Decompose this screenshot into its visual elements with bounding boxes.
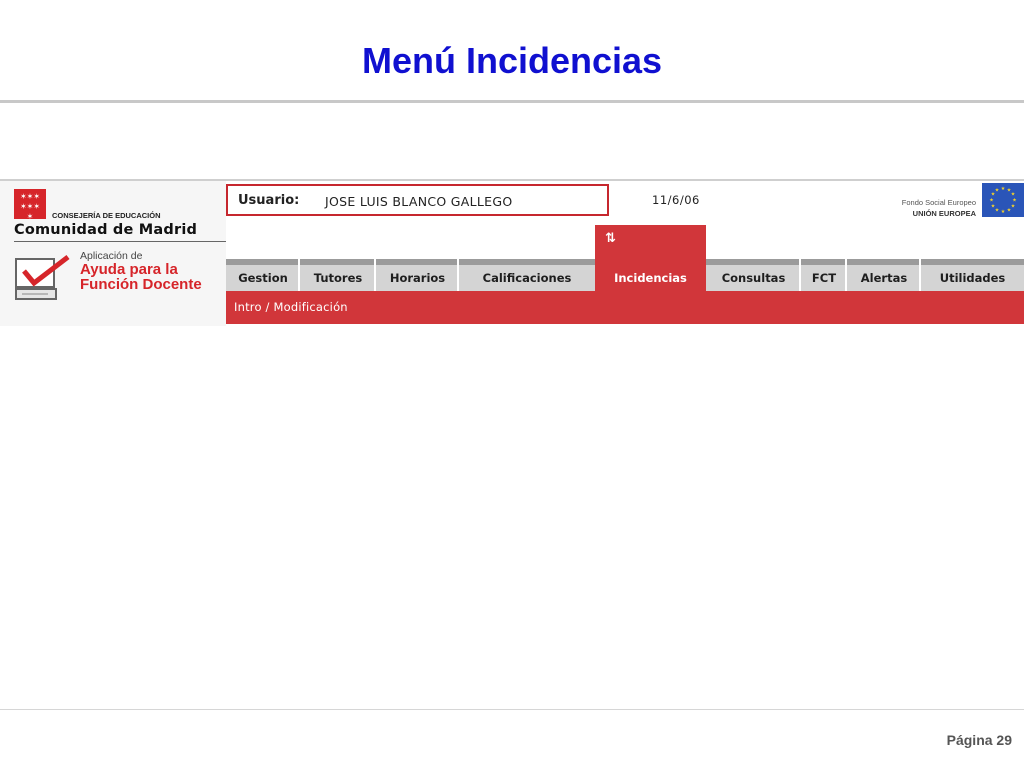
svg-text:★: ★: [1006, 207, 1012, 214]
page-number: Página 29: [946, 732, 1012, 748]
svg-text:★: ★: [1012, 197, 1017, 204]
ayuda-title: [80, 262, 220, 292]
aplicacion-label: Aplicación de: [80, 250, 143, 262]
ayuda-line-1: Ayuda para la: [80, 261, 178, 278]
eu-fund-line-2: UNIÓN EUROPEA: [912, 209, 976, 218]
current-date: 11/6/06: [652, 193, 700, 207]
svg-text:★: ★: [1006, 187, 1012, 194]
main-tab-bar: [226, 259, 1024, 291]
svg-text:★: ★: [1010, 191, 1016, 198]
swap-arrows-icon: ⇅: [605, 231, 616, 246]
svg-text:★: ★: [990, 191, 996, 198]
footer-divider: [0, 709, 1024, 710]
tab-calificaciones[interactable]: Calificaciones: [459, 259, 595, 291]
svg-text:★: ★: [990, 203, 996, 210]
tab-horarios[interactable]: Horarios: [376, 259, 459, 291]
slide-title: Menú Incidencias: [361, 40, 663, 81]
tab-consultas[interactable]: Consultas: [706, 259, 801, 291]
brand-panel: [0, 181, 226, 326]
tab-tutores[interactable]: Tutores: [300, 259, 376, 291]
svg-text:★: ★: [989, 197, 994, 204]
user-info-box: [226, 184, 609, 216]
ayuda-line-2: Función Docente: [80, 276, 202, 293]
svg-text:★: ★: [1010, 203, 1016, 210]
tab-gestion[interactable]: Gestion: [226, 259, 300, 291]
eu-fund-line-1: Fondo Social Europeo: [901, 198, 976, 207]
submenu-bar: [226, 291, 1024, 324]
title-divider: [0, 100, 1024, 103]
consejeria-label: CONSEJERÍA DE EDUCACIÓN: [52, 211, 161, 220]
computer-check-icon: [14, 255, 70, 303]
comunidad-label: Comunidad de Madrid: [14, 222, 198, 238]
tab-alertas[interactable]: Alertas: [847, 259, 921, 291]
svg-text:★: ★: [994, 187, 1000, 194]
eu-fund-label: [902, 197, 976, 219]
svg-text:★: ★: [1000, 186, 1006, 192]
tab-incidencias[interactable]: Incidencias: [595, 259, 706, 291]
eu-flag-icon: [982, 183, 1024, 217]
active-tab-header: [595, 225, 706, 259]
user-label: Usuario:: [238, 193, 300, 208]
tab-utilidades[interactable]: Utilidades: [921, 259, 1024, 291]
madrid-flag-logo: ✶✶✶ ✶✶✶ ✶: [14, 189, 46, 219]
submenu-breadcrumb[interactable]: Intro / Modificación: [234, 300, 348, 314]
user-name: JOSE LUIS BLANCO GALLEGO: [325, 194, 513, 209]
brand-divider: [14, 241, 226, 242]
svg-text:★: ★: [994, 207, 1000, 214]
app-screenshot: [0, 179, 1024, 326]
svg-text:★: ★: [1000, 209, 1006, 215]
tab-fct[interactable]: FCT: [801, 259, 847, 291]
